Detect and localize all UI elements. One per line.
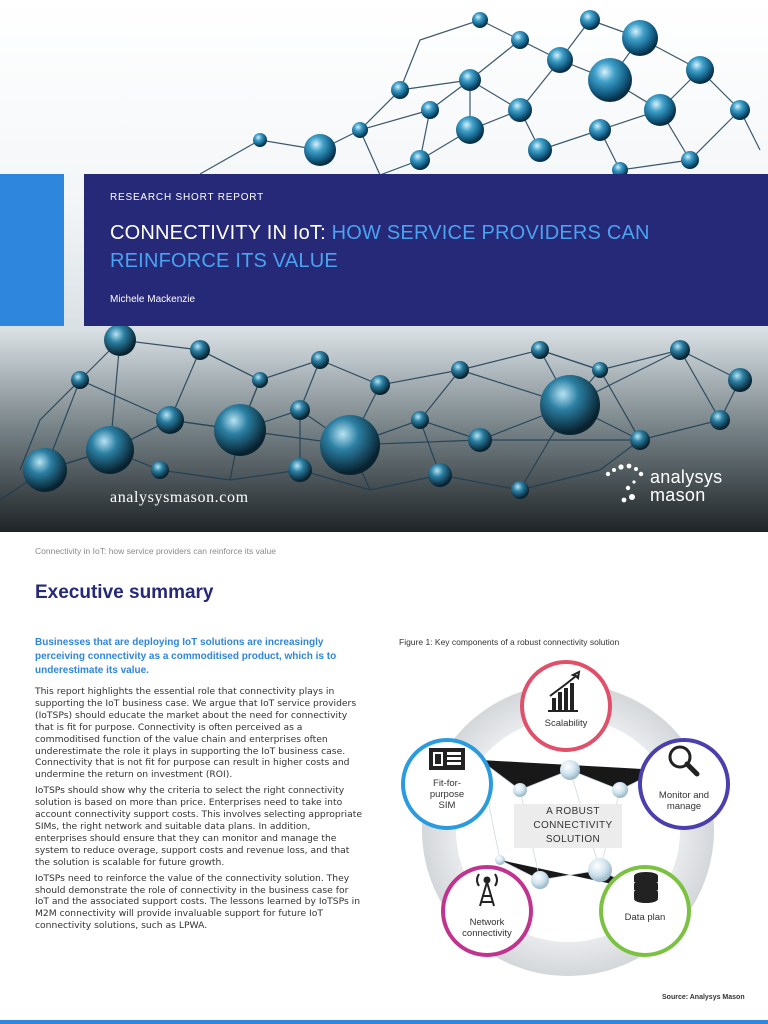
title-banner: [84, 174, 768, 326]
report-type: RESEARCH SHORT REPORT: [110, 192, 265, 203]
title-main: CONNECTIVITY IN IoT:: [110, 222, 332, 244]
brand-logo: [604, 460, 744, 508]
figure-source: Source: Analysys Mason: [662, 994, 745, 1001]
center-label: A ROBUST CONNECTIVITY SOLUTION: [533, 806, 613, 845]
label-sim: Fit-for-purpose SIM: [429, 778, 465, 811]
running-header: Connectivity in IoT: how service providers can reinforce its value: [35, 546, 276, 556]
body-paragraph: IoTSPs need to reinforce the value of the connectivity solution. They should demonstrate the role of connectivity in the business case for IoT and the associated support costs. The lessons learned by IoTSPs in M2M connectivity will provide invaluable support for future IoT connectivity solutions, such as LPWA.: [35, 872, 361, 932]
brand-name-line2: mason: [650, 485, 706, 505]
summary-column: [35, 636, 365, 936]
label-network-connectivity: Network connectivity: [462, 917, 512, 939]
label-data-plan: Data plan: [624, 912, 666, 923]
website-url: analysysmason.com: [110, 489, 249, 506]
body-paragraph: IoTSPs should show why the criteria to select the right connectivity solution is based on more than price. Enterprises need to take into account connectivity support costs. This involves selecting appropriate SIMs, the right network and suitable data plans. In addition, enterprises should ensure that they can monitor and manage the system to reduce overage, support costs and revenue loss, and that the solution is scalable for future growth.: [35, 785, 362, 868]
report-title: [110, 219, 730, 275]
label-scalability: Scalability: [544, 718, 588, 729]
sim-card-icon: [429, 748, 465, 770]
component-scalability: [522, 662, 610, 750]
blue-side-tab: [0, 174, 64, 326]
brand-name-line1: analysys: [650, 467, 723, 487]
lead-paragraph: Businesses that are deploying IoT solutions are increasingly perceiving connectivity as a commoditised product, which is to underestimate its value.: [35, 637, 337, 676]
body-paragraph: This report highlights the essential role that connectivity plays in supporting the IoT business case. We argue that IoT service providers (IoTSPs) should educate the market about the need for connectivity that is fit for purpose. Connectivity is often perceived as a commoditised function of the value chain and enterprises often underestimate the role it plays in supporting the IoT business case. Connectivity that is not fit for purpose can result in higher costs and undermine the return on investment (ROI).: [35, 686, 357, 781]
bottom-accent-bar: [0, 1020, 768, 1024]
coin-stack-icon: [634, 872, 658, 903]
label-monitor-manage: Monitor and manage: [658, 790, 710, 812]
author-name: Michele Mackenzie: [110, 294, 196, 305]
component-data-plan: [601, 867, 689, 955]
component-network-connectivity: [443, 867, 531, 955]
figure-caption: Figure 1: Key components of a robust connectivity solution: [399, 637, 620, 647]
logo-dots-icon: [604, 460, 648, 508]
component-monitor-manage: [640, 740, 728, 828]
title-accent: HOW SERVICE PROVIDERS CAN REINFORCE ITS VALUE: [110, 222, 650, 272]
section-heading: Executive summary: [35, 582, 214, 603]
